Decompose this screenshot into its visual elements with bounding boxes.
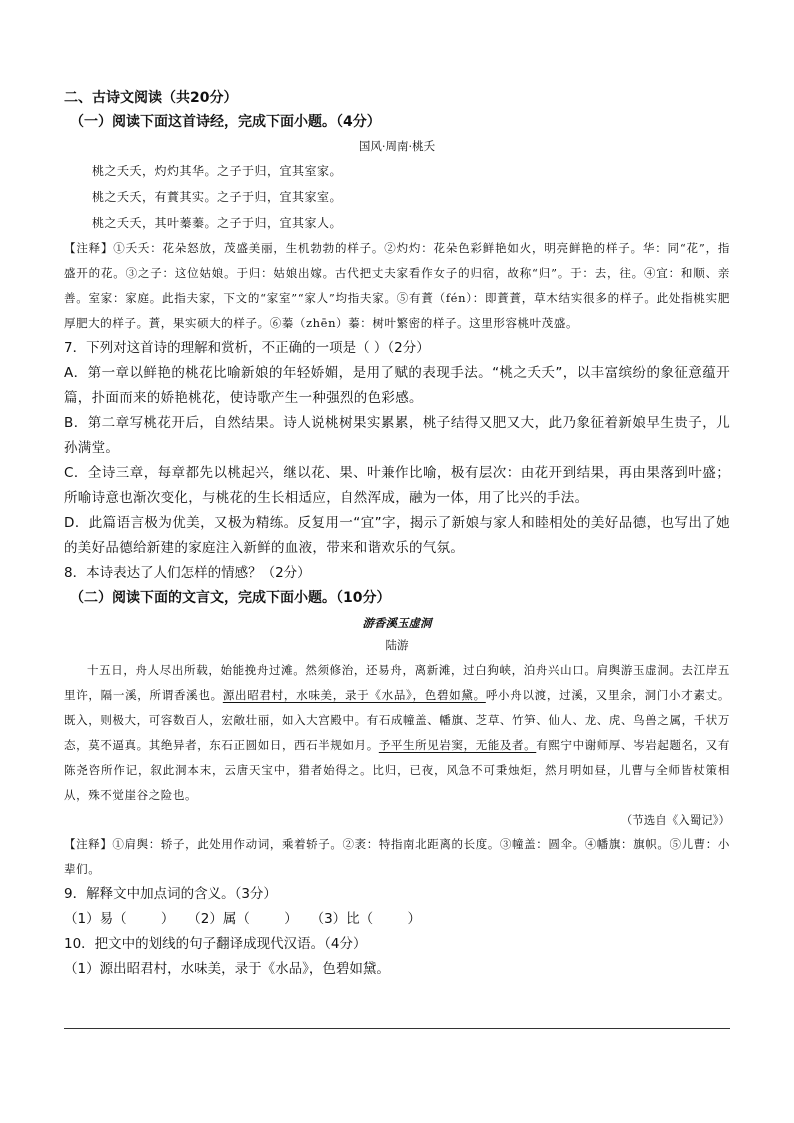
section-heading: 二、古诗文阅读（共20分） (64, 90, 238, 106)
prose-source: （节选自《入蜀记》） (620, 813, 730, 827)
prose-annotation: 【注释】①肩舆：轿子，此处用作动词，乘着轿子。②袤：特指南北距离的长度。③幢盖：圆伞。④幡旗：旗帜。⑤儿曹：小辈们。 (64, 837, 730, 876)
part1-heading: （一）阅读下面这首诗经，完成下面小题。（4分） (70, 114, 381, 130)
part2-heading: （二）阅读下面的文言文，完成下面小题。（10分） (70, 590, 391, 606)
prose-text-3: 有熙宁中谢师厚、岑岩起题名，又有陈尧咨所作记，叙此洞本末，云唐天宝中，猎者始得之。比归，已夜，风急不可秉烛炬，然月明如昼，儿曹与全师皆杖策相从，殊不觉崖谷之险也。 (64, 738, 730, 802)
poem-title: 国风·周南·桃夭 (358, 139, 436, 153)
question-7-option-d: D．此篇语言极为优美，又极为精练。反复用一“宜”字，揭示了新娘与家人和睦相处的美好品德，也写出了她的美好品德给新建的家庭注入新鲜的血液，带来和谐欢乐的气氛。 (64, 515, 730, 556)
prose-passage (64, 658, 730, 808)
question-9-stem: 9．解释文中加点词的含义。（3分） (64, 886, 277, 902)
exam-page (64, 86, 730, 982)
prose-author: 陆游 (385, 638, 409, 652)
footer-divider (64, 1028, 730, 1029)
question-10-item-1: （1）源出昭君村，水味美，录于《水品》，色碧如黛。 (64, 961, 390, 977)
question-7-option-c: C．全诗三章，每章都先以桃起兴，继以花、果、叶兼作比喻，极有层次：由花开到结果，再由果落到叶盛；所喻诗意也渐次变化，与桃花的生长相适应，自然浑成，融为一体，用了比兴的手法。 (64, 465, 730, 506)
prose-title: 游香溪玉虚洞 (362, 616, 432, 630)
question-7-option-b: B．第二章写桃花开后，自然结果。诗人说桃树果实累累，桃子结得又肥又大，此乃象征着新娘早生贵子，儿孙满堂。 (64, 415, 730, 456)
question-7-stem: 7．下列对这首诗的理解和赏析，不正确的一项是（ ）（2分） (64, 340, 430, 356)
poem-line-3: 桃之夭夭，其叶蓁蓁。之子于归，宜其家人。 (92, 216, 343, 230)
poem-line-1: 桃之夭夭，灼灼其华。之子于归，宜其室家。 (92, 164, 343, 178)
prose-text-2: 呼小舟以渡，过溪，又里余，洞门小才素丈。既入，则极大，可容数百人，宏敞壮丽，如入大宫殿中。有石成幢盖、幡旗、芝草、竹笋、仙人、龙、虎、鸟兽之属，千状万态，莫不逼真。其绝异者，东石正圆如日，西石半规如月。 (64, 688, 731, 752)
question-7-option-a: A．第一章以鲜艳的桃花比喻新娘的年轻娇媚，是用了赋的表现手法。“桃之夭夭”，以丰富缤纷的象征意蕴开篇，扑面而来的娇艳桃花，使诗歌产生一种强烈的色彩感。 (64, 365, 730, 406)
prose-text-1: 十五日，舟人尽出所载，始能挽舟过滩。然须修治，还易舟，离新滩，过白狗峡，泊舟兴山口。肩舆游玉虚洞。去江岸五里许，隔一溪，所谓香溪也。 (64, 663, 730, 702)
question-8-stem: 8．本诗表达了人们怎样的情感？（2分） (64, 565, 311, 581)
question-9-blanks: （1）易（ ） （2）属（ ） （3）比（ ） (64, 911, 422, 927)
underlined-sentence-1: 源出昭君村，水味美，录于《水品》，色碧如黛。 (222, 688, 486, 702)
poem-line-2: 桃之夭夭，有蕡其实。之子于归，宜其家室。 (92, 190, 343, 204)
underlined-sentence-2: 予平生所见岩窦，无能及者。 (378, 738, 537, 752)
poem-annotation: 【注释】①夭夭：花朵怒放，茂盛美丽，生机勃勃的样子。②灼灼：花朵色彩鲜艳如火，明亮鲜艳的样子。华：同“花”，指盛开的花。③之子：这位姑娘。于归：姑娘出嫁。古代把丈夫家看作女子的归宿，故称“归”。于：去，往。④宜：和顺、亲善。室家：家庭。此指夫家，下文的“家室”“家人”均指夫家。⑤有蕡（fén）：即蕡蕡，草木结实很多的样子。此处指桃实肥厚肥大的样子。蕡，果实硕大的样子。⑥蓁（zhēn）蓁：树叶繁密的样子。这里形容桃叶茂盛。 (64, 241, 730, 330)
question-10-stem: 10．把文中的划线的句子翻译成现代汉语。（4分） (64, 936, 367, 952)
